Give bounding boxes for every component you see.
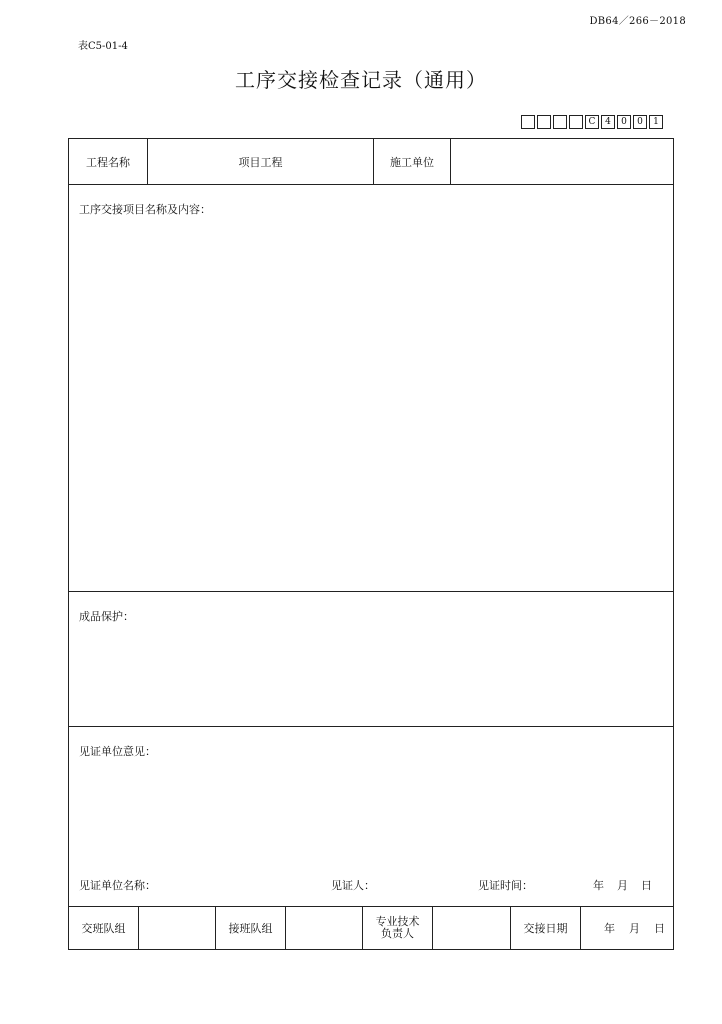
project-info-row	[69, 139, 673, 185]
code-box	[537, 115, 551, 129]
handover-date-year: 年	[604, 922, 615, 935]
code-box: C	[585, 115, 599, 129]
standard-number: DB64／266－2018	[589, 16, 686, 27]
witness-day: 日	[641, 879, 652, 892]
project-name-field[interactable]: 项目工程	[148, 139, 374, 184]
handover-date-month: 月	[629, 922, 640, 935]
handover-date-label: 交接日期	[511, 907, 581, 949]
witness-person-label: 见证人：	[331, 879, 375, 892]
handover-content-label: 工序交接项目名称及内容：	[79, 203, 211, 216]
tech-lead-label	[363, 907, 433, 949]
handover-date-field[interactable]	[581, 907, 673, 949]
handover-content-section[interactable]	[69, 185, 673, 592]
product-protection-label: 成品保护：	[79, 610, 134, 623]
witness-year: 年	[593, 879, 604, 892]
receiving-team-label: 接班队组	[216, 907, 286, 949]
page-title: 工序交接检查记录（通用）	[235, 68, 487, 92]
witness-time-label: 见证时间：	[478, 879, 533, 892]
project-name-label: 工程名称	[69, 139, 148, 184]
form-number: 表C5-01-4	[78, 41, 128, 52]
receiving-team-field[interactable]	[286, 907, 363, 949]
code-box: 0	[617, 115, 631, 129]
code-box	[569, 115, 583, 129]
code-box: 4	[601, 115, 615, 129]
tech-lead-label-line1: 专业技术	[375, 915, 420, 928]
code-box	[553, 115, 567, 129]
handover-team-label: 交班队组	[69, 907, 139, 949]
construction-unit-field[interactable]	[451, 139, 673, 184]
tech-lead-field[interactable]	[433, 907, 511, 949]
witness-month: 月	[617, 879, 628, 892]
inspection-form	[68, 138, 674, 950]
witness-opinion-section[interactable]	[69, 727, 673, 907]
code-box: 0	[633, 115, 647, 129]
code-box: 1	[649, 115, 663, 129]
code-boxes	[521, 115, 665, 129]
tech-lead-label-line2: 负责人	[381, 927, 414, 940]
handover-team-field[interactable]	[139, 907, 216, 949]
code-box	[521, 115, 535, 129]
handover-signoff-row	[69, 907, 673, 949]
product-protection-section[interactable]	[69, 592, 673, 727]
witness-unit-name-label: 见证单位名称：	[79, 879, 156, 892]
witness-opinion-label: 见证单位意见：	[79, 745, 156, 758]
handover-date-day: 日	[654, 922, 665, 935]
construction-unit-label: 施工单位	[374, 139, 451, 184]
